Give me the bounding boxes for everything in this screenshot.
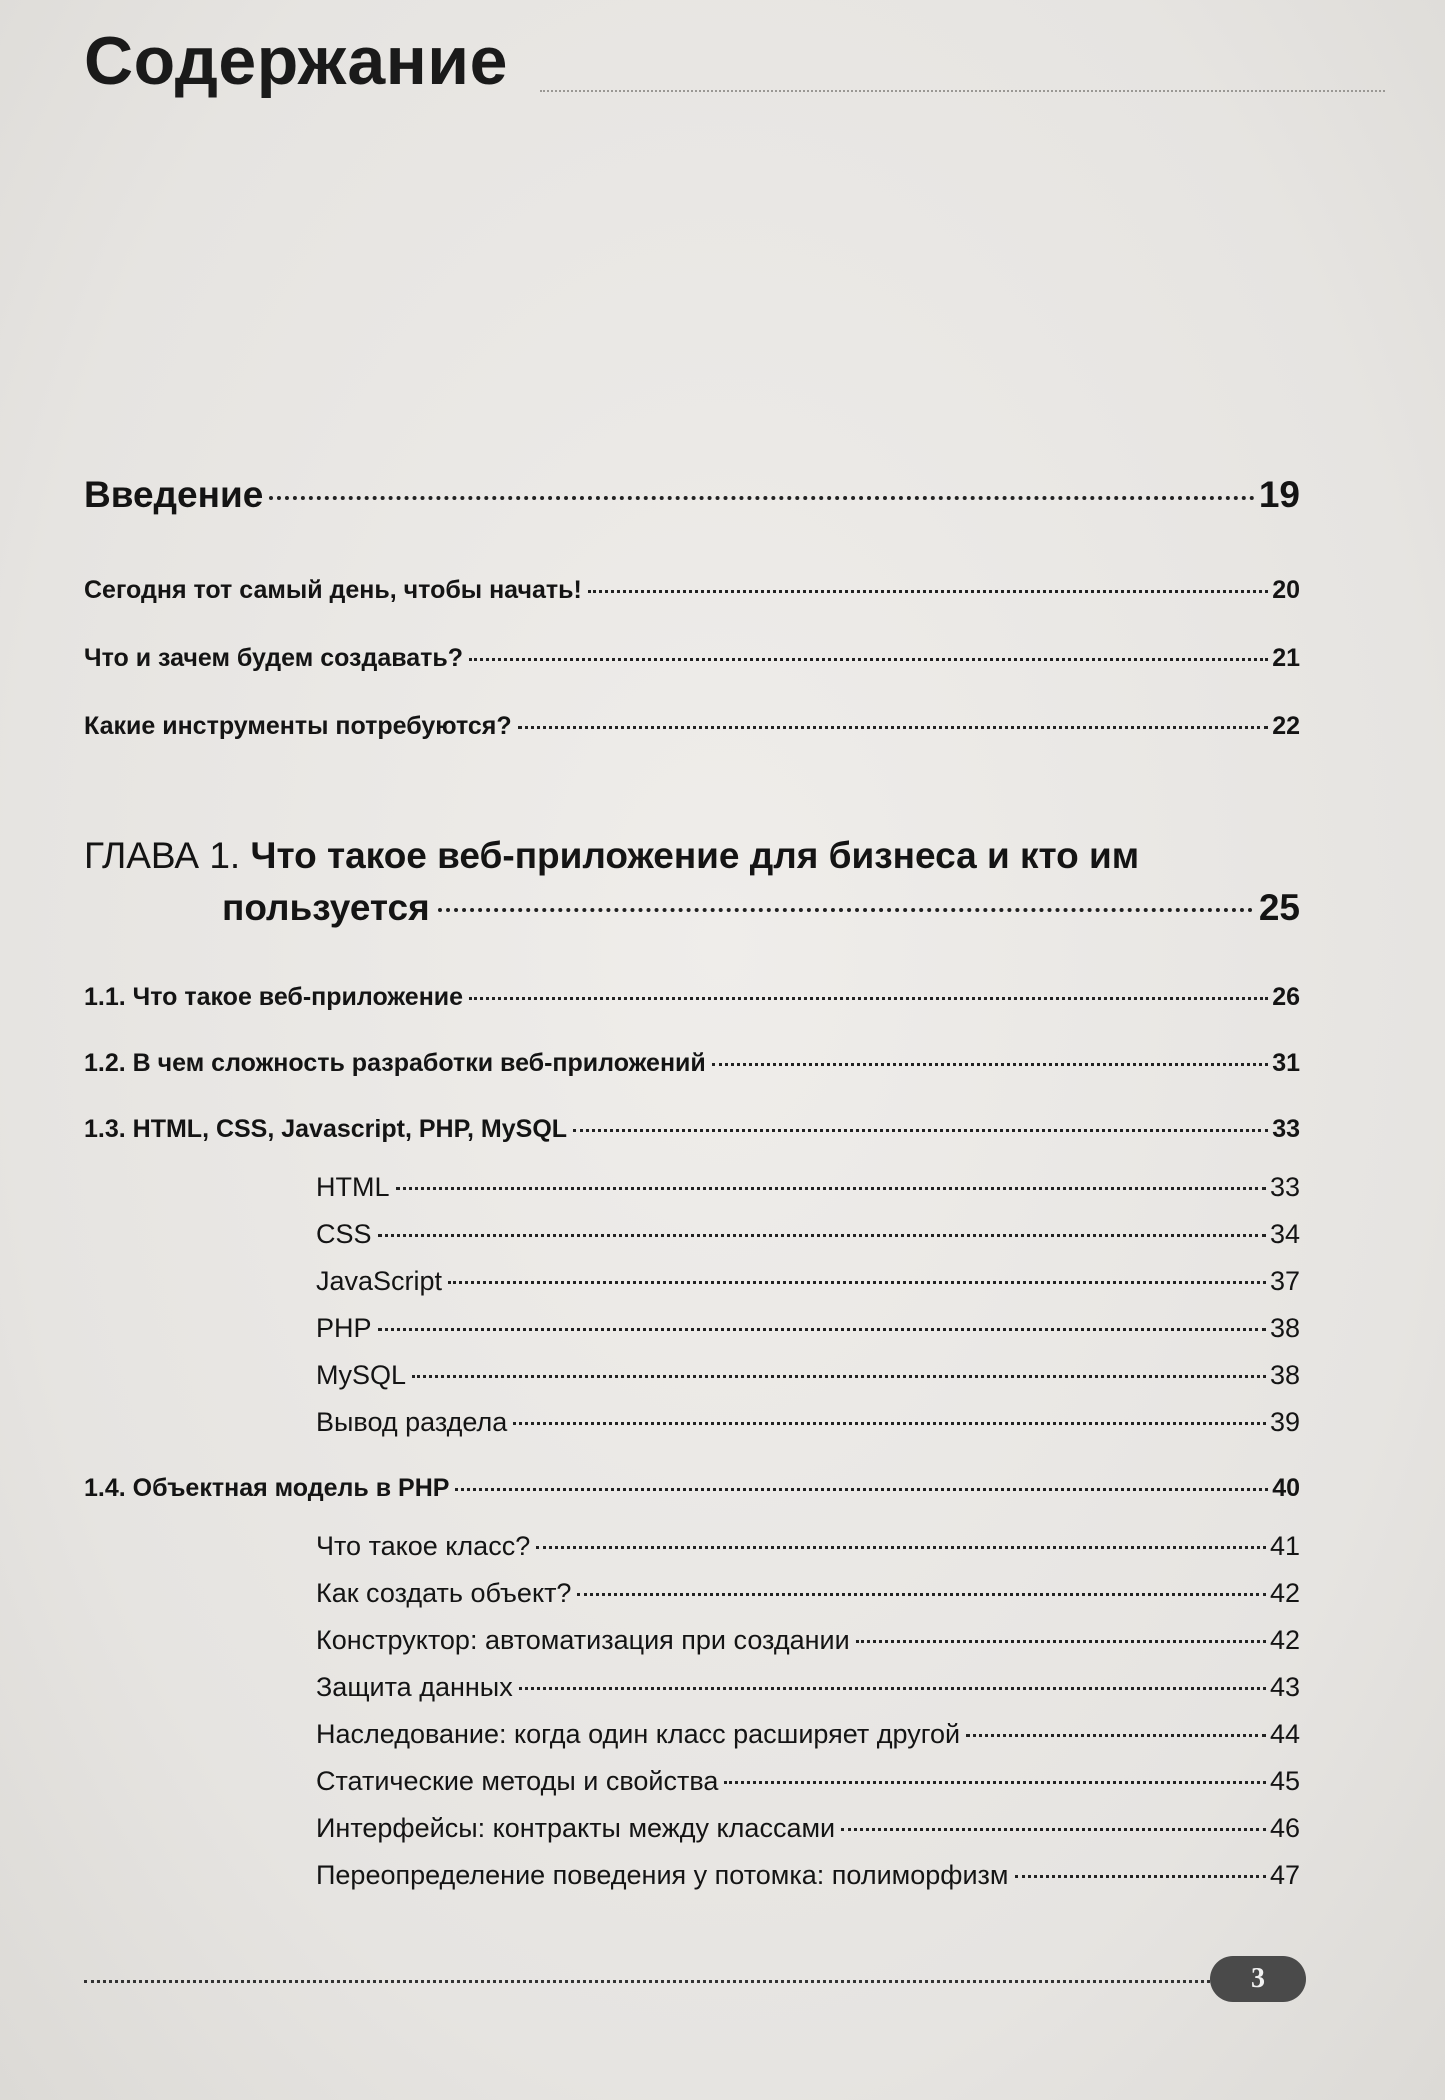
toc-entry-page: 42 [1269, 1625, 1300, 1655]
dot-leader [856, 1640, 1266, 1643]
toc-entry-page: 46 [1269, 1813, 1300, 1843]
dot-leader [536, 1546, 1266, 1549]
toc-entry-page: 38 [1269, 1360, 1300, 1390]
chapter-page: 25 [1258, 887, 1300, 928]
toc-entry-label: Интерфейсы: контракты между классами [316, 1813, 836, 1843]
page-title: Содержание [84, 23, 508, 99]
toc-entry-page: 41 [1269, 1531, 1300, 1561]
dot-leader [513, 1422, 1266, 1425]
toc-subsection[interactable] [316, 1766, 1300, 1797]
toc-entry-label: JavaScript [316, 1266, 443, 1296]
toc-entry[interactable] [84, 644, 1300, 673]
dot-leader [469, 997, 1268, 1000]
toc-entry-label: Что и зачем будем создавать? [84, 644, 464, 672]
dot-leader [455, 1488, 1268, 1491]
toc-entry-page: 26 [1272, 983, 1300, 1011]
dot-leader [573, 1129, 1268, 1132]
dot-leader [448, 1281, 1266, 1284]
toc-entry-label: 1.4. Объектная модель в PHP [84, 1474, 450, 1502]
toc-entry-label: Статические методы и свойства [316, 1766, 719, 1796]
dot-leader [588, 590, 1268, 593]
toc-subsection[interactable] [316, 1813, 1300, 1844]
toc-subsection[interactable] [316, 1719, 1300, 1750]
toc-entry[interactable] [84, 576, 1300, 605]
dot-leader [1015, 1875, 1266, 1878]
dot-leader [712, 1063, 1268, 1066]
toc-entry-page: 20 [1272, 576, 1300, 604]
header-divider [540, 90, 1385, 92]
toc-section-1-3[interactable] [84, 1115, 1300, 1144]
footer-divider [84, 1980, 1210, 1983]
toc-subsection[interactable] [316, 1172, 1300, 1203]
chapter-prefix: ГЛАВА 1. [84, 835, 241, 876]
toc-entry-page: 43 [1269, 1672, 1300, 1702]
toc-entry-label: Введение [84, 474, 264, 515]
toc-entry-page: 47 [1269, 1860, 1300, 1890]
toc-entry-label: PHP [316, 1313, 372, 1343]
dot-leader [577, 1593, 1266, 1596]
toc-section-1-1[interactable] [84, 983, 1300, 1012]
toc-subsection[interactable] [316, 1625, 1300, 1656]
toc-subsection[interactable] [316, 1531, 1300, 1562]
toc-entry-label: Что такое класс? [316, 1531, 531, 1561]
toc-entry-page: 33 [1269, 1172, 1300, 1202]
toc-entry-label: 1.2. В чем сложность разработки веб-приложений [84, 1049, 706, 1077]
page-number-badge: 3 [1210, 1956, 1306, 2002]
toc-entry-label: Переопределение поведения у потомка: полиморфизм [316, 1860, 1009, 1890]
toc-entry-page: 33 [1272, 1115, 1300, 1143]
toc-entry-page: 45 [1269, 1766, 1300, 1796]
toc-entry-label: Наследование: когда один класс расширяет другой [316, 1719, 961, 1749]
toc-entry-page: 42 [1269, 1578, 1300, 1608]
toc-entry-page: 37 [1269, 1266, 1300, 1296]
toc-subsection[interactable] [316, 1219, 1300, 1250]
toc-subsection[interactable] [316, 1266, 1300, 1297]
toc-entry-introduction[interactable] [84, 474, 1300, 516]
dot-leader [269, 496, 1255, 500]
dot-leader [841, 1828, 1266, 1831]
dot-leader [396, 1187, 1266, 1190]
toc-entry-label: MySQL [316, 1360, 407, 1390]
chapter-title-line2 [84, 882, 1300, 934]
toc-entry-page: 19 [1258, 474, 1300, 515]
toc-subsection[interactable] [316, 1860, 1300, 1891]
toc-entry-label: Вывод раздела [316, 1407, 508, 1437]
toc-entry-label: Как создать объект? [316, 1578, 572, 1608]
dot-leader [378, 1234, 1266, 1237]
dot-leader [438, 908, 1253, 912]
toc-entry-page: 40 [1272, 1474, 1300, 1502]
toc-entry-page: 21 [1272, 644, 1300, 672]
dot-leader [519, 1687, 1266, 1690]
toc-entry-label: Сегодня тот самый день, чтобы начать! [84, 576, 582, 604]
dot-leader [724, 1781, 1266, 1784]
toc-chapter-1[interactable] [84, 830, 1300, 934]
toc-entry-page: 39 [1269, 1407, 1300, 1437]
toc-subsection[interactable] [316, 1407, 1300, 1438]
toc-entry-page: 44 [1269, 1719, 1300, 1749]
dot-leader [966, 1734, 1266, 1737]
toc-subsection[interactable] [316, 1313, 1300, 1344]
toc-entry-label: Защита данных [316, 1672, 513, 1702]
toc-entry-label: Конструктор: автоматизация при создании [316, 1625, 850, 1655]
toc-entry-label: Какие инструменты потребуются? [84, 712, 512, 740]
toc-entry-label: HTML [316, 1172, 390, 1202]
chapter-title: Что такое веб-приложение для бизнеса и кто им [250, 835, 1140, 876]
dot-leader [518, 726, 1269, 729]
toc-entry-page: 31 [1272, 1049, 1300, 1077]
chapter-title-continued: пользуется [222, 887, 430, 928]
toc-section-1-4[interactable] [84, 1474, 1300, 1503]
toc-entry-label: 1.1. Что такое веб-приложение [84, 983, 464, 1011]
dot-leader [378, 1328, 1266, 1331]
dot-leader [469, 658, 1268, 661]
toc-subsection[interactable] [316, 1360, 1300, 1391]
toc-subsection[interactable] [316, 1672, 1300, 1703]
toc-subsection[interactable] [316, 1578, 1300, 1609]
toc-entry[interactable] [84, 712, 1300, 741]
toc-entry-page: 38 [1269, 1313, 1300, 1343]
toc-entry-label: 1.3. HTML, CSS, Javascript, PHP, MySQL [84, 1115, 568, 1143]
dot-leader [412, 1375, 1266, 1378]
toc-entry-label: CSS [316, 1219, 372, 1249]
chapter-title-line1 [84, 830, 1300, 882]
toc-section-1-2[interactable] [84, 1049, 1300, 1078]
toc-entry-page: 34 [1269, 1219, 1300, 1249]
toc-entry-page: 22 [1272, 712, 1300, 740]
